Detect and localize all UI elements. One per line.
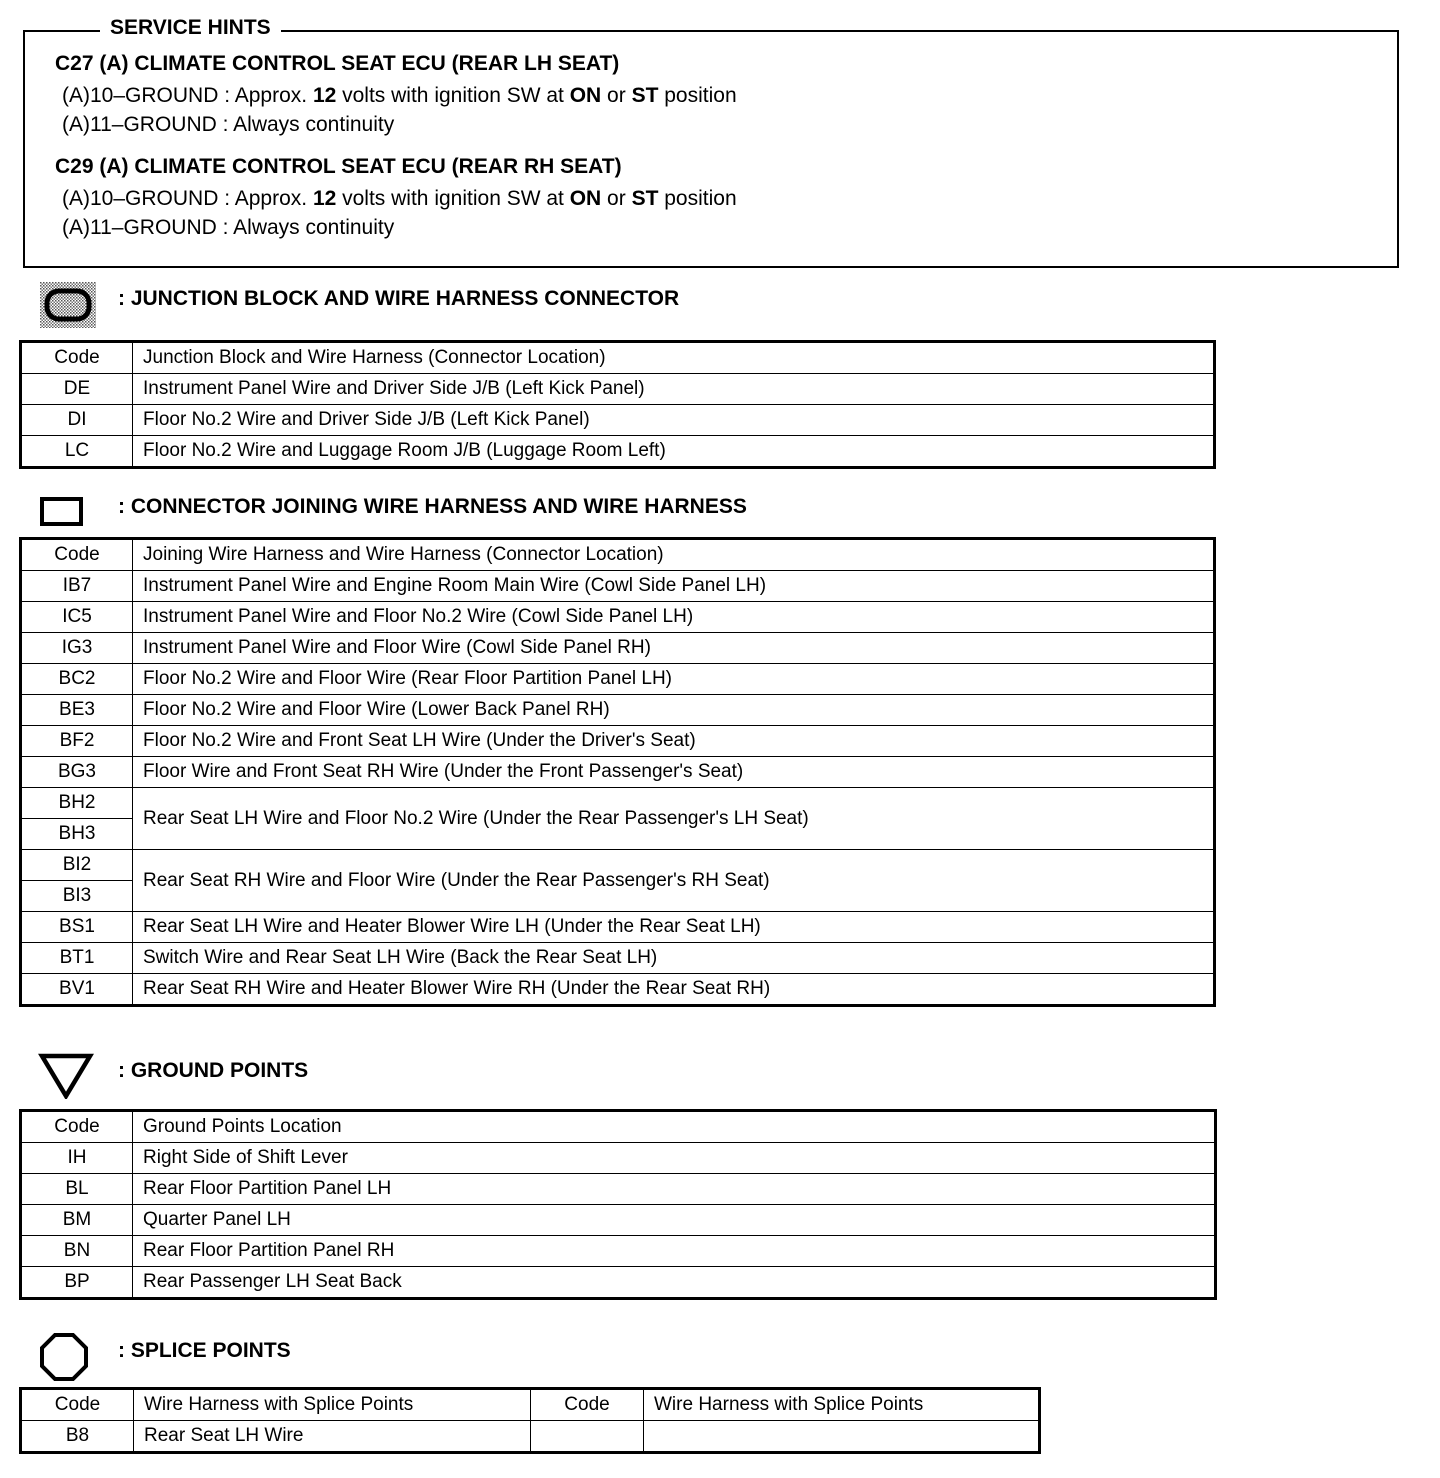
row-code: IH <box>21 1143 133 1174</box>
row-description: Right Side of Shift Lever <box>133 1143 1216 1174</box>
table-row <box>21 571 1215 602</box>
row-description: Floor No.2 Wire and Floor Wire (Rear Floor Partition Panel LH) <box>133 664 1215 695</box>
row-code: LC <box>21 436 133 468</box>
hint-line <box>62 84 737 108</box>
row-code-2 <box>531 1421 644 1453</box>
hint-text: position <box>658 84 737 107</box>
row-description: Rear Seat LH Wire and Floor No.2 Wire (Under the Rear Passenger's LH Seat) <box>133 788 1215 850</box>
row-code: BF2 <box>21 726 133 757</box>
column-header-description: Junction Block and Wire Harness (Connector Location) <box>133 342 1215 374</box>
row-code: BV1 <box>21 974 133 1006</box>
row-code: BI3 <box>21 881 133 912</box>
hint-emphasis: ON <box>569 84 602 107</box>
splice-table <box>19 1387 1041 1454</box>
row-code: BG3 <box>21 757 133 788</box>
row-code: B8 <box>21 1421 134 1453</box>
junction-table <box>19 340 1216 469</box>
row-code: BP <box>21 1267 133 1299</box>
table-row <box>21 850 1215 881</box>
column-header-code: Code <box>21 1111 133 1143</box>
row-code: BI2 <box>21 850 133 881</box>
hint-label: (A)11–GROUND : <box>62 216 234 239</box>
splice-octagon-icon <box>39 1332 89 1382</box>
hint-line <box>62 187 737 211</box>
table-header-row <box>21 1111 1216 1143</box>
table-row <box>21 1205 1216 1236</box>
table-row <box>21 726 1215 757</box>
hint-text: or <box>601 187 632 210</box>
junction-block-icon <box>40 282 96 328</box>
table-row <box>21 405 1215 436</box>
hint-text: Approx. <box>234 84 313 107</box>
table-row <box>21 1421 1040 1453</box>
hint-text: volts with ignition SW at <box>336 187 570 210</box>
row-description: Rear Seat RH Wire and Floor Wire (Under the Rear Passenger's RH Seat) <box>133 850 1215 912</box>
hint-text: position <box>658 187 737 210</box>
service-hints-title: SERVICE HINTS <box>100 16 281 40</box>
row-description-2 <box>644 1421 1040 1453</box>
splice-section-heading: : SPLICE POINTS <box>118 1339 291 1362</box>
row-description: Rear Floor Partition Panel LH <box>133 1174 1216 1205</box>
row-code: BH2 <box>21 788 133 819</box>
row-description: Rear Seat LH Wire <box>134 1421 531 1453</box>
row-code: IC5 <box>21 602 133 633</box>
table-row <box>21 602 1215 633</box>
row-description: Rear Seat LH Wire and Heater Blower Wire LH (Under the Rear Seat LH) <box>133 912 1215 943</box>
row-code: BM <box>21 1205 133 1236</box>
table-row <box>21 912 1215 943</box>
table-row <box>21 1174 1216 1205</box>
column-header-code: Code <box>21 342 133 374</box>
table-row <box>21 1236 1216 1267</box>
column-header-code: Code <box>21 539 133 571</box>
row-description: Floor No.2 Wire and Luggage Room J/B (Luggage Room Left) <box>133 436 1215 468</box>
hint-line <box>62 113 394 137</box>
column-header-description: Wire Harness with Splice Points <box>134 1389 531 1421</box>
row-code: DE <box>21 374 133 405</box>
hint-text: or <box>601 84 632 107</box>
connector-section-heading: : CONNECTOR JOINING WIRE HARNESS AND WIRE HARNESS <box>118 495 747 518</box>
hint-label: (A)10–GROUND : <box>62 84 235 107</box>
row-code: DI <box>21 405 133 436</box>
row-code: BC2 <box>21 664 133 695</box>
table-row <box>21 664 1215 695</box>
hint-label: (A)10–GROUND : <box>62 187 235 210</box>
row-description: Instrument Panel Wire and Driver Side J/B (Left Kick Panel) <box>133 374 1215 405</box>
row-code: IG3 <box>21 633 133 664</box>
hint-heading-c29: C29 (A) CLIMATE CONTROL SEAT ECU (REAR RH SEAT) <box>55 155 622 178</box>
table-row <box>21 1143 1216 1174</box>
table-header-row <box>21 342 1215 374</box>
junction-section-heading: : JUNCTION BLOCK AND WIRE HARNESS CONNECTOR <box>118 287 680 310</box>
table-row <box>21 757 1215 788</box>
row-description: Rear Passenger LH Seat Back <box>133 1267 1216 1299</box>
row-description: Floor No.2 Wire and Floor Wire (Lower Back Panel RH) <box>133 695 1215 726</box>
hint-text: Always continuity <box>233 216 395 239</box>
row-code: BE3 <box>21 695 133 726</box>
row-description: Switch Wire and Rear Seat LH Wire (Back the Rear Seat LH) <box>133 943 1215 974</box>
row-description: Floor No.2 Wire and Driver Side J/B (Left Kick Panel) <box>133 405 1215 436</box>
row-code: BT1 <box>21 943 133 974</box>
hint-text: volts with ignition SW at <box>336 84 570 107</box>
column-header-description: Ground Points Location <box>133 1111 1216 1143</box>
row-code: BL <box>21 1174 133 1205</box>
hint-text: Always continuity <box>233 113 395 136</box>
row-description: Quarter Panel LH <box>133 1205 1216 1236</box>
hint-emphasis: 12 <box>312 84 337 107</box>
hint-emphasis: ON <box>569 187 602 210</box>
column-header-code-2: Code <box>531 1389 644 1421</box>
ground-section-heading: : GROUND POINTS <box>118 1059 309 1082</box>
table-row <box>21 633 1215 664</box>
column-header-description: Joining Wire Harness and Wire Harness (Connector Location) <box>133 539 1215 571</box>
hint-text: Approx. <box>234 187 313 210</box>
row-code: BN <box>21 1236 133 1267</box>
row-description: Instrument Panel Wire and Floor No.2 Wire (Cowl Side Panel LH) <box>133 602 1215 633</box>
hint-label: (A)11–GROUND : <box>62 113 234 136</box>
table-row <box>21 1267 1216 1299</box>
row-code: IB7 <box>21 571 133 602</box>
column-header-code: Code <box>21 1389 134 1421</box>
connector-table <box>19 537 1216 1007</box>
table-header-row <box>21 539 1215 571</box>
row-description: Instrument Panel Wire and Floor Wire (Cowl Side Panel RH) <box>133 633 1215 664</box>
table-row <box>21 974 1215 1006</box>
table-row <box>21 695 1215 726</box>
hint-heading-c27: C27 (A) CLIMATE CONTROL SEAT ECU (REAR LH SEAT) <box>55 52 620 75</box>
row-description: Instrument Panel Wire and Engine Room Main Wire (Cowl Side Panel LH) <box>133 571 1215 602</box>
table-row <box>21 436 1215 468</box>
table-row <box>21 943 1215 974</box>
column-header-description-2: Wire Harness with Splice Points <box>644 1389 1040 1421</box>
table-header-row <box>21 1389 1040 1421</box>
hint-emphasis: 12 <box>312 187 337 210</box>
hint-emphasis: ST <box>631 187 659 210</box>
row-code: BH3 <box>21 819 133 850</box>
table-row <box>21 374 1215 405</box>
ground-triangle-icon <box>38 1053 94 1099</box>
ground-table <box>19 1109 1217 1300</box>
connector-rectangle-icon <box>40 497 83 526</box>
row-description: Floor No.2 Wire and Front Seat LH Wire (Under the Driver's Seat) <box>133 726 1215 757</box>
row-description: Rear Seat RH Wire and Heater Blower Wire RH (Under the Rear Seat RH) <box>133 974 1215 1006</box>
hint-line <box>62 216 394 240</box>
hint-emphasis: ST <box>631 84 659 107</box>
row-code: BS1 <box>21 912 133 943</box>
row-description: Floor Wire and Front Seat RH Wire (Under the Front Passenger's Seat) <box>133 757 1215 788</box>
row-description: Rear Floor Partition Panel RH <box>133 1236 1216 1267</box>
table-row <box>21 788 1215 819</box>
